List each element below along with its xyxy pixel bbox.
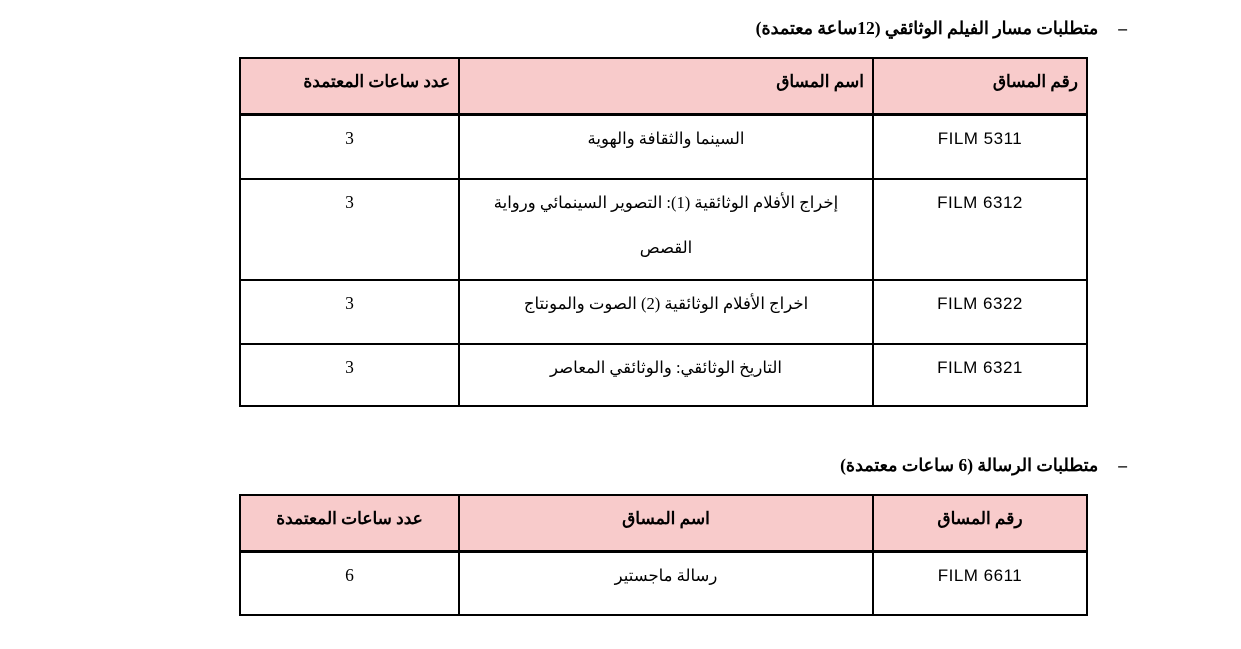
header-course-name: اسم المساق <box>459 58 873 115</box>
table-row <box>240 115 1087 180</box>
course-name-cell: التاريخ الوثائقي: والوثائقي المعاصر <box>459 344 873 406</box>
course-name-cell: اخراج الأفلام الوثائقية (2) الصوت والمونتاج <box>459 280 873 344</box>
header-course-name: اسم المساق <box>459 495 873 552</box>
credit-hours-cell: 3 <box>240 115 459 180</box>
course-number-cell: FILM 6321 <box>873 344 1087 406</box>
section-heading-thesis <box>0 451 1241 479</box>
course-number-cell: FILM 6312 <box>873 179 1087 280</box>
header-course-number: رقم المساق <box>873 58 1087 115</box>
course-name-cell: السينما والثقافة والهوية <box>459 115 873 180</box>
table-header-row <box>240 58 1087 115</box>
section-heading-text: متطلبات مسار الفيلم الوثائقي (12ساعة معتمدة) <box>755 18 1099 38</box>
table-row <box>240 552 1087 616</box>
credit-hours-cell: 3 <box>240 280 459 344</box>
credit-hours-cell: 3 <box>240 179 459 280</box>
thesis-courses-table <box>239 494 1088 616</box>
section-heading-text: متطلبات الرسالة (6 ساعات معتمدة) <box>840 455 1099 475</box>
header-credit-hours: عدد ساعات المعتمدة <box>240 58 459 115</box>
table-row <box>240 179 1087 280</box>
list-dash-marker: – <box>1118 455 1127 475</box>
table-row <box>240 280 1087 344</box>
section-heading-documentary-track <box>0 14 1241 42</box>
table-header-row <box>240 495 1087 552</box>
course-number-cell: FILM 6611 <box>873 552 1087 616</box>
course-name-cell: رسالة ماجستير <box>459 552 873 616</box>
credit-hours-cell: 6 <box>240 552 459 616</box>
course-name-cell: إخراج الأفلام الوثائقية (1): التصوير السينمائي ورواية القصص <box>459 179 873 280</box>
documentary-track-courses-table <box>239 57 1088 407</box>
header-credit-hours: عدد ساعات المعتمدة <box>240 495 459 552</box>
list-dash-marker: – <box>1118 18 1127 38</box>
credit-hours-cell: 3 <box>240 344 459 406</box>
header-course-number: رقم المساق <box>873 495 1087 552</box>
table-row <box>240 344 1087 406</box>
course-number-cell: FILM 6322 <box>873 280 1087 344</box>
course-number-cell: FILM 5311 <box>873 115 1087 180</box>
